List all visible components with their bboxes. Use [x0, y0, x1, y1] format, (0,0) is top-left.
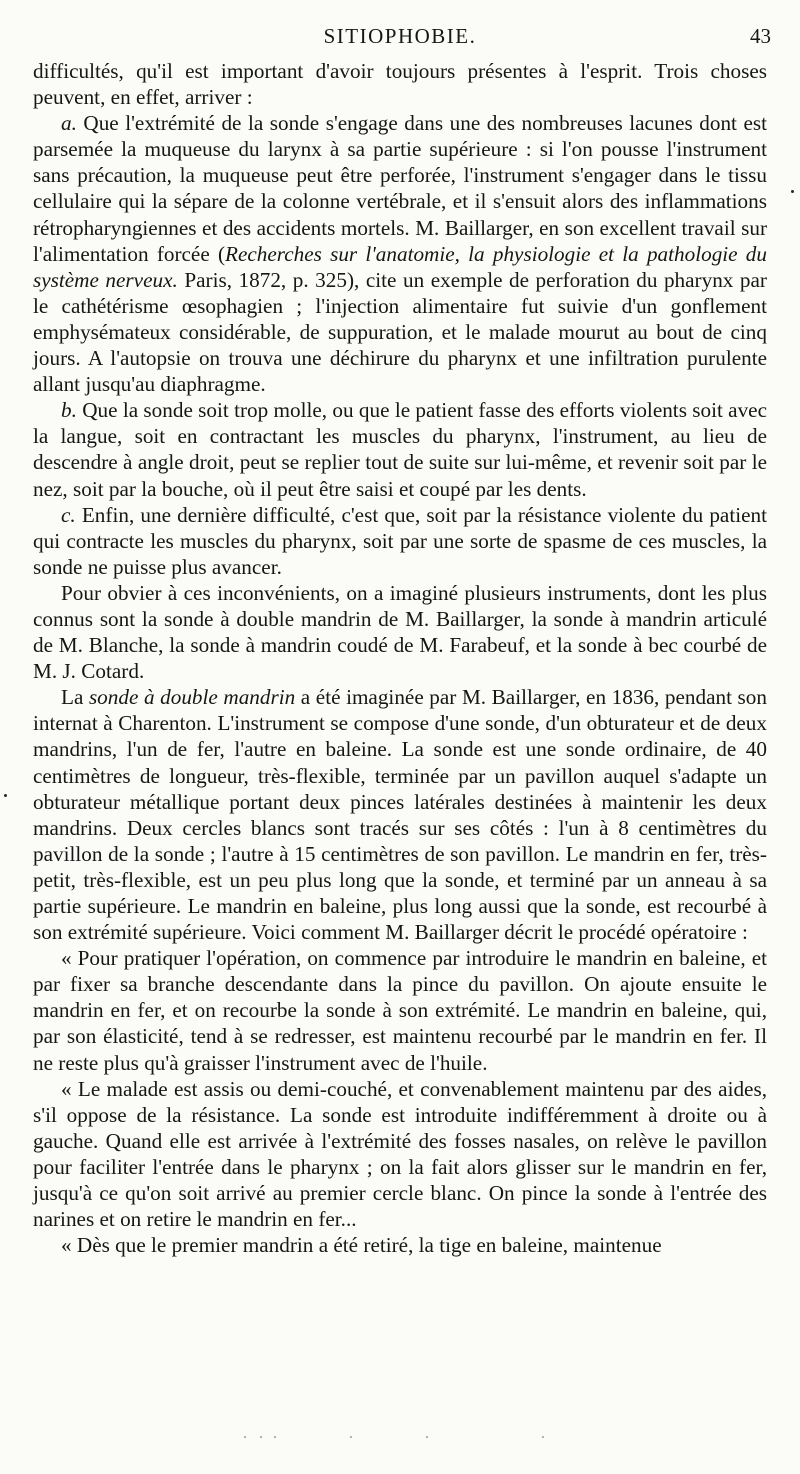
item-marker-c: c. [61, 502, 76, 527]
text-run: « Pour pratiquer l'opération, on commence par introduire le mandrin en baleine, et par fixer sa branche descendante dans la pince du pavillon. On ajoute ensuite le mandrin en fer, et on recourbe la sonde à son extrémité. Le mandrin en baleine, qui, par son élasticité, tend à se redresser, est maintenu recourbé par le mandrin en fer. Il ne reste plus qu'à graisser l'instrument avec de l'huile. [33, 946, 767, 1075]
text-run: Que la sonde soit trop molle, ou que le patient fasse des efforts violents soit avec la langue, soit en contractant les muscles du pharynx, l'instrument, au lieu de descendre à angle droit, peut se replier tout de suite sur lui-même, et revenir soit par le nez, soit par la bouche, où il peut être saisi et coupé par les dents. [33, 398, 767, 501]
scan-specks [230, 1436, 560, 1444]
paragraph-double-mandrin [33, 684, 767, 945]
text-run: difficultés, qu'il est important d'avoir toujours présentes à l'esprit. Trois choses peuvent, en effet, arriver : [33, 59, 767, 110]
speck [244, 1436, 246, 1438]
paragraph-item-b [33, 397, 767, 501]
speck [274, 1436, 276, 1438]
margin-speck [4, 794, 7, 797]
paragraph-quote-1 [33, 945, 767, 1075]
text-run: La [61, 685, 89, 710]
text-run: Paris, 1872, p. 325), cite un exemple de perforation du pharynx par le cathétérisme œsophagien ; l'injection alimentaire fut suivie d'un gonflement emphysémateux considérable, de suppuration, et le malade mourut au bout de cinq jours. A l'autopsie on trouva une déchirure du pharynx et une infiltration purulente allant jusqu'au diaphragme. [33, 267, 767, 397]
running-title: SITIOPHOBIE. [323, 24, 477, 48]
speck [426, 1436, 428, 1438]
page-number: 43 [750, 24, 771, 48]
item-marker-a: a. [61, 111, 77, 136]
text-run: « Le malade est assis ou demi-couché, et convenablement maintenu par des aides, s'il oppose de la résistance. La sonde est introduite indifféremment à droite ou à gauche. Quand elle est arrivée à l'extrémité des fosses nasales, on relève le pavillon pour faciliter l'entrée dans le pharynx ; on la fait alors glisser sur le mandrin en fer, jusqu'à ce qu'on soit arrivé au premier cercle blanc. On pince la sonde à l'entrée des narines et on retire le mandrin en fer... [33, 1076, 767, 1232]
running-head [33, 24, 771, 58]
body-text [33, 58, 767, 1258]
text-run: « Dès que le premier mandrin a été retiré, la tige en baleine, maintenue [61, 1233, 662, 1258]
term-emphasis: sonde à double mandrin [88, 685, 296, 710]
paragraph-instruments [33, 580, 767, 684]
citation-title: Recherches sur l'anatomie, la physiologie et la pathologie du système nerveux. [33, 241, 767, 292]
paragraph-item-a [33, 110, 767, 397]
paragraph-quote-2 [33, 1076, 767, 1233]
speck [542, 1436, 544, 1438]
paragraph-quote-3 [33, 1232, 767, 1258]
text-run: a été imaginée par M. Baillarger, en 1836, pendant son internat à Charenton. L'instrument se compose d'une sonde, d'un obturateur et de deux mandrins, l'un de fer, l'autre en baleine. La sonde est une sonde ordinaire, de 40 centimètres de longueur, très-flexible, terminée par un pavillon auquel s'adapte un obturateur métallique portant deux pinces latérales destinées à maintenir les deux mandrins. Deux cercles blancs sont tracés sur ses côtés : l'un à 8 centimètres du pavillon de la sonde ; l'autre à 15 centimètres de son pavillon. Le mandrin en fer, très-petit, très-flexible, est un peu plus long que la sonde, et terminé par un anneau à sa partie supérieure. Le mandrin en baleine, plus long aussi que la sonde, est recourbé à son extrémité supérieure. Voici comment M. Baillarger décrit le procédé opératoire : [33, 685, 767, 945]
text-run: Pour obvier à ces inconvénients, on a imaginé plusieurs instruments, dont les plus connus sont la sonde à double mandrin de M. Baillarger, la sonde à mandrin articulé de M. Blanche, la sonde à mandrin coudé de M. Farabeuf, et la sonde à bec courbé de M. J. Cotard. [33, 580, 767, 684]
book-page [33, 24, 771, 1258]
margin-speck [791, 190, 794, 193]
paragraph-intro [33, 58, 767, 110]
speck [350, 1436, 352, 1438]
speck [260, 1436, 262, 1438]
item-marker-b: b. [61, 398, 77, 423]
text-run: Que l'extrémité de la sonde s'engage dans une des nombreuses lacunes dont est parsemée la muqueuse du larynx à sa partie supérieure : si l'on pousse l'instrument sans précaution, la muqueuse peut être perforée, l'instrument s'engager dans le tissu cellulaire qui la sépare de la colonne vertébrale, et il s'ensuit alors des inflammations rétropharyngiennes et des accidents mortels. M. Baillarger, en son excellent travail sur l'alimentation forcée ( [33, 111, 767, 266]
text-run: Enfin, une dernière difficulté, c'est que, soit par la résistance violente du patient qui contracte les muscles du pharynx, soit par une sorte de spasme de ces muscles, la sonde ne puisse plus avancer. [33, 502, 767, 579]
paragraph-item-c [33, 502, 767, 580]
